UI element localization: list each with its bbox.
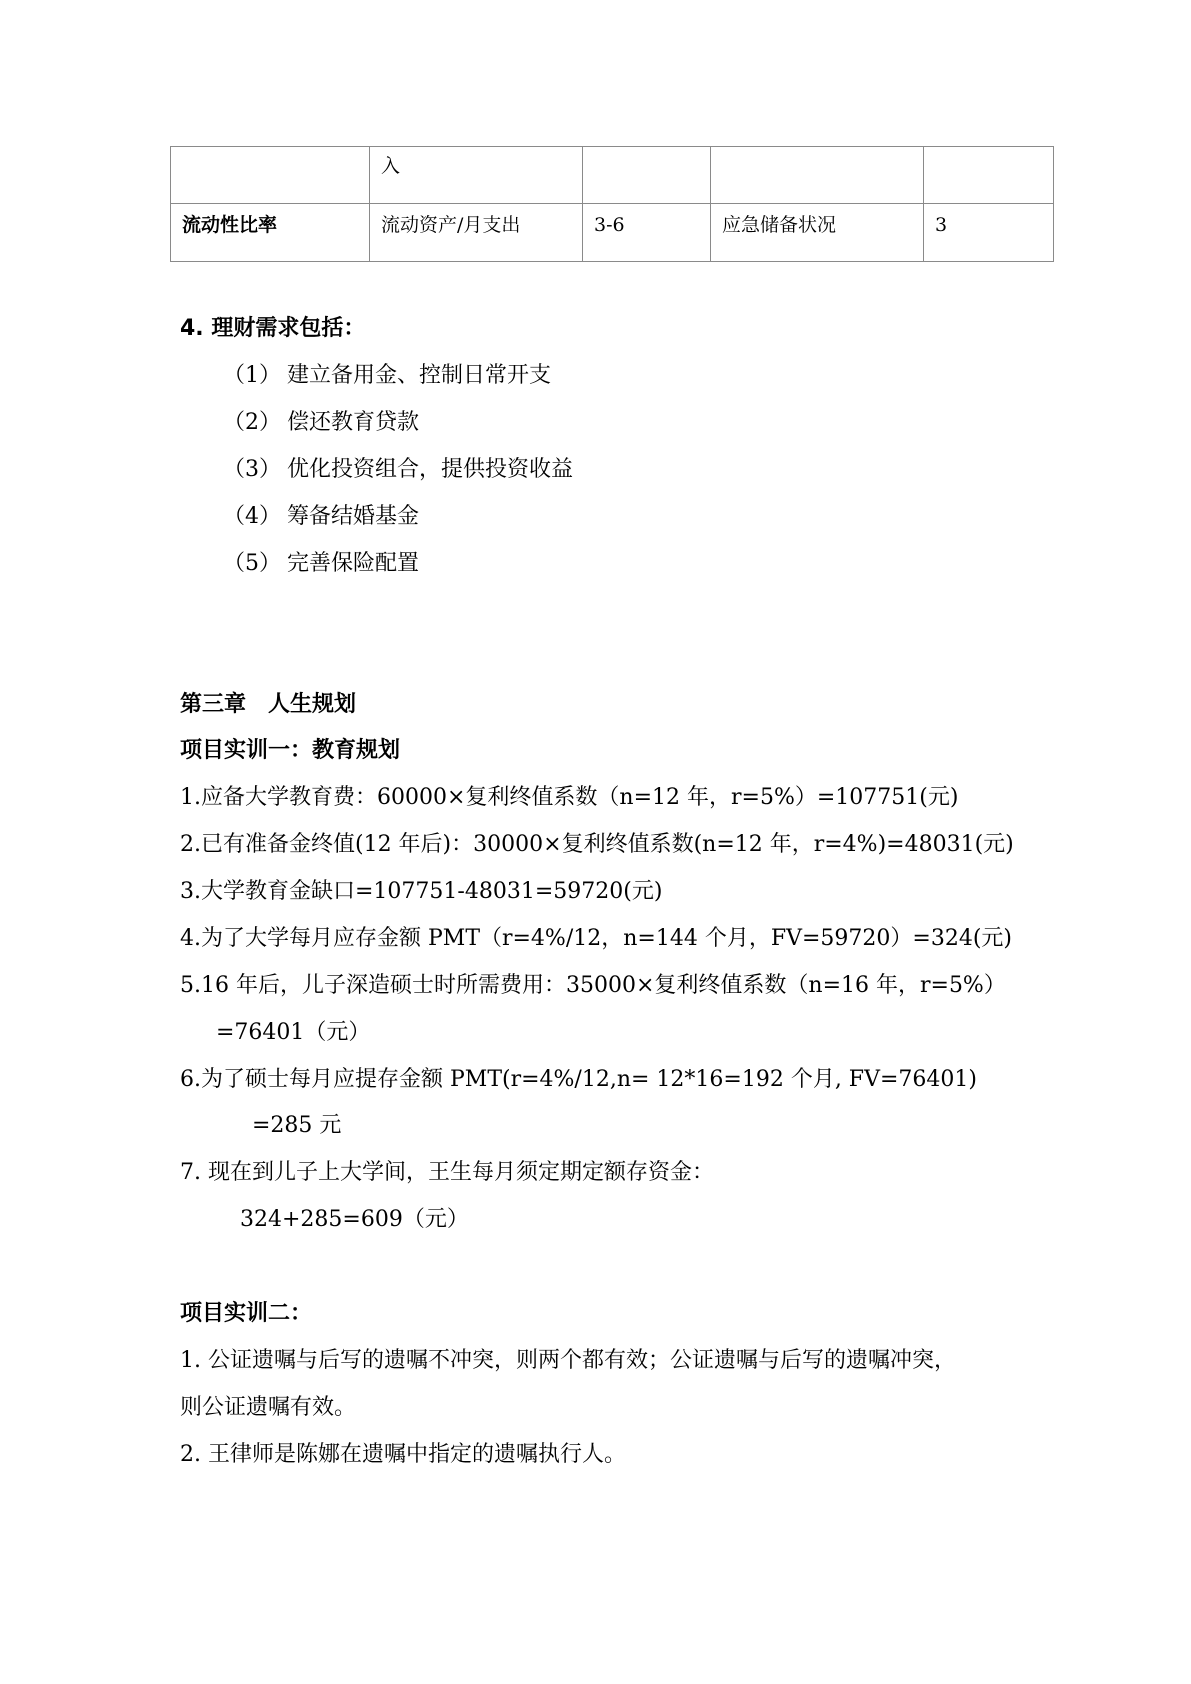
list-item-text: 完善保险配置 bbox=[287, 551, 420, 576]
calc-line: 3.大学教育金缺口=107751-48031=59720(元) bbox=[180, 879, 663, 904]
table-cell: 3-6 bbox=[583, 204, 711, 262]
list-item bbox=[223, 503, 419, 531]
table-row bbox=[171, 147, 1054, 204]
paragraph-line: 1. 公证遗嘱与后写的遗嘱不冲突，则两个都有效；公证遗嘱与后写的遗嘱冲突， bbox=[180, 1348, 956, 1373]
paragraph-line: 2. 王律师是陈娜在遗嘱中指定的遗嘱执行人。 bbox=[180, 1442, 626, 1467]
list-item-number: （3） bbox=[223, 457, 281, 482]
section4-heading: 4. 理财需求包括： bbox=[180, 316, 366, 341]
table-cell bbox=[924, 147, 1054, 204]
calc-line: 5.16 年后，儿子深造硕士时所需费用：35000×复利终值系数（n=16 年，r=5%） bbox=[180, 973, 1006, 998]
list-item bbox=[223, 362, 551, 390]
financial-ratio-table bbox=[170, 146, 1054, 262]
list-item-number: （4） bbox=[223, 504, 281, 529]
list-item-number: （1） bbox=[223, 363, 281, 388]
list-item-text: 优化投资组合，提供投资收益 bbox=[287, 457, 574, 482]
table-cell: 流动资产/月支出 bbox=[370, 204, 583, 262]
list-item bbox=[223, 456, 573, 484]
list-item-text: 筹备结婚基金 bbox=[287, 504, 420, 529]
calc-line: =285 元 bbox=[252, 1113, 342, 1138]
table-cell bbox=[583, 147, 711, 204]
list-item-number: （5） bbox=[223, 551, 281, 576]
table-row bbox=[171, 204, 1054, 262]
chapter-title: 第三章 人生规划 bbox=[180, 692, 357, 717]
calc-line: 324+285=609（元） bbox=[240, 1207, 469, 1232]
list-item-number: （2） bbox=[223, 410, 281, 435]
calc-line: 1.应备大学教育费：60000×复利终值系数（n=12 年，r=5%）=107751(元) bbox=[180, 785, 959, 810]
list-item bbox=[223, 409, 419, 437]
table-cell bbox=[711, 147, 924, 204]
list-item-text: 建立备用金、控制日常开支 bbox=[287, 363, 552, 388]
list-item-text: 偿还教育贷款 bbox=[287, 410, 420, 435]
table-cell-ratio-name: 流动性比率 bbox=[171, 204, 370, 262]
calc-line: =76401（元） bbox=[216, 1020, 371, 1045]
project2-title: 项目实训二： bbox=[180, 1301, 313, 1326]
calc-line: 2.已有准备金终值(12 年后)：30000×复利终值系数(n=12 年，r=4%)=48031(元) bbox=[180, 832, 1014, 857]
project1-title: 项目实训一：教育规划 bbox=[180, 738, 401, 763]
table-cell: 3 bbox=[924, 204, 1054, 262]
table-cell bbox=[171, 147, 370, 204]
list-item bbox=[223, 550, 419, 578]
table-cell: 应急储备状况 bbox=[711, 204, 924, 262]
calc-line: 4.为了大学每月应存金额 PMT（r=4%/12，n=144 个月，FV=59720）=324(元) bbox=[180, 926, 1012, 951]
calc-line: 6.为了硕士每月应提存金额 PMT(r=4%/12,n= 12*16=192 个月, FV=76401) bbox=[180, 1067, 977, 1092]
paragraph-line: 则公证遗嘱有效。 bbox=[180, 1395, 357, 1420]
table-cell: 入 bbox=[370, 147, 583, 204]
calc-line: 7. 现在到儿子上大学间，王生每月须定期定额存资金： bbox=[180, 1160, 714, 1185]
